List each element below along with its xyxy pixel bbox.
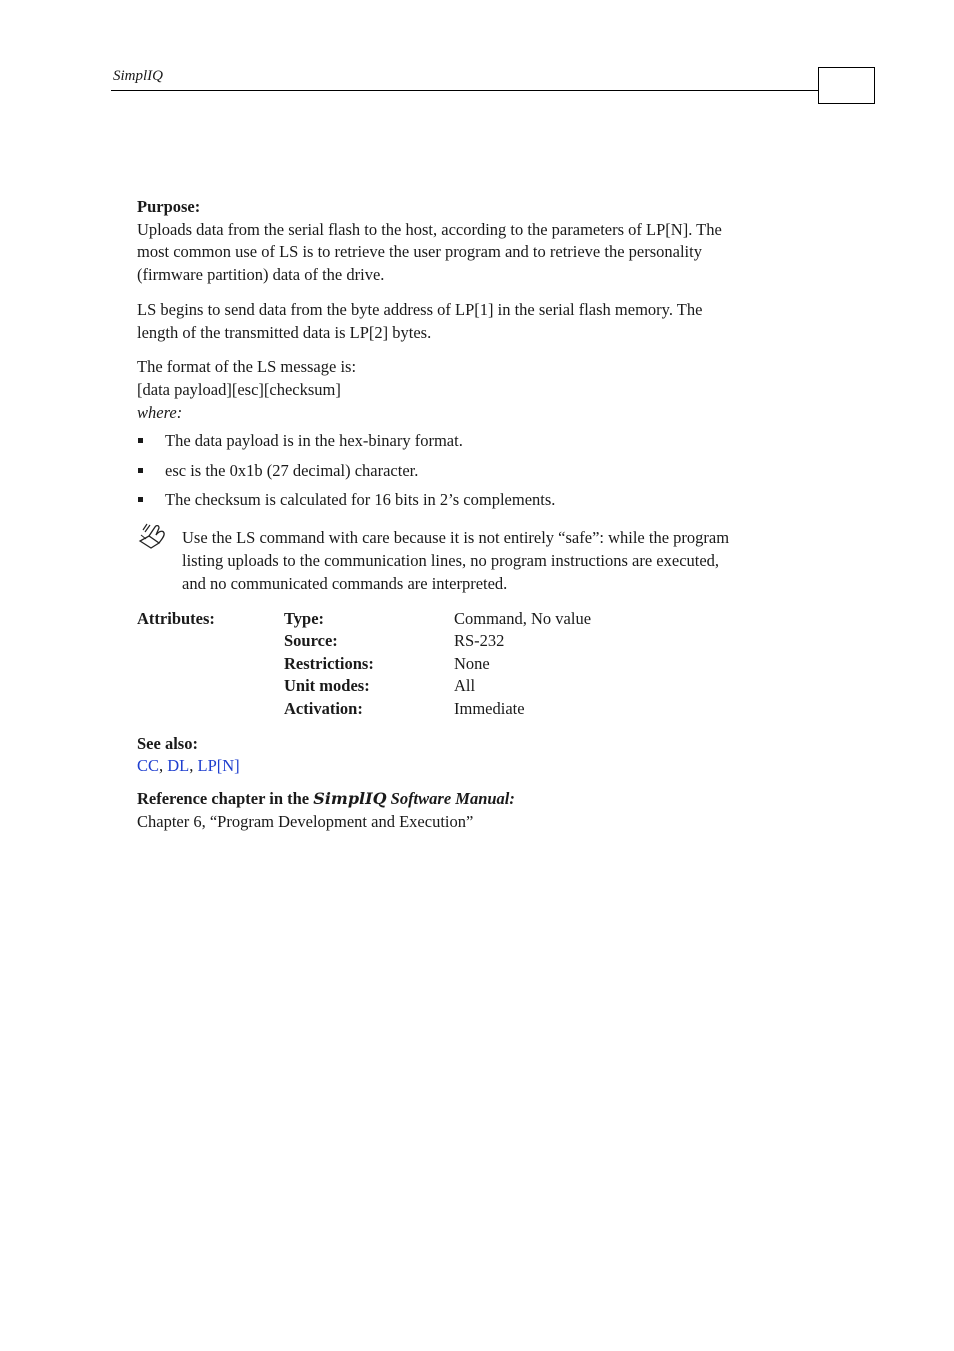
attribute-value: Immediate [454, 698, 525, 718]
format-syntax: [data payload][esc][checksum] [137, 379, 341, 399]
attribute-key: Activation: [284, 698, 363, 718]
header-title: SimplIQ [113, 68, 163, 84]
purpose-heading: Purpose: [137, 197, 201, 216]
note-hand-icon [137, 521, 169, 551]
page-number-box [818, 67, 875, 104]
reference-heading: Reference chapter in the SimplIQ Software Manual: [137, 788, 515, 808]
note-block [137, 527, 827, 595]
note-line-2: listing uploads to the communication lines, no program instructions are executed, [182, 551, 720, 571]
brand-name: SimplIQ [313, 788, 387, 808]
list-item: The data payload is in the hex-binary format. [137, 430, 827, 453]
paragraph-2-line-2: length of the transmitted data is LP[2] bytes. [137, 322, 432, 342]
document-body [137, 196, 827, 833]
purpose-line-3: (firmware partition) data of the drive. [137, 265, 385, 285]
bullet-square-icon [138, 438, 143, 443]
attribute-key: Source: [284, 631, 338, 651]
note-line-3: and no communicated commands are interpreted. [182, 573, 508, 593]
attribute-value: All [454, 676, 476, 696]
attribute-key: Unit modes: [284, 676, 370, 696]
bullet-square-icon [138, 497, 143, 502]
format-bullet-list [137, 430, 827, 511]
attribute-value: RS-232 [454, 631, 505, 651]
purpose-line-2: most common use of LS is to retrieve the user program and to retrieve the personality [137, 242, 702, 262]
attribute-value: Command, No value [454, 608, 592, 628]
link-cc[interactable]: CC [137, 756, 160, 776]
format-intro: The format of the LS message is: [137, 357, 357, 377]
see-also-heading: See also: [137, 733, 198, 753]
reference-text: Chapter 6, “Program Development and Execution” [137, 811, 474, 831]
link-dl[interactable]: DL [167, 756, 190, 776]
attribute-value: None [454, 653, 490, 673]
list-item: The checksum is calculated for 16 bits in 2’s complements. [137, 489, 827, 512]
see-also-links: CC, DL, LP[N] [137, 756, 240, 776]
format-where: where: [137, 402, 183, 422]
note-line-1: Use the LS command with care because it is not entirely “safe”: while the program [182, 528, 730, 548]
paragraph-2-line-1: LS begins to send data from the byte address of LP[1] in the serial flash memory. The [137, 299, 703, 319]
link-lp-n[interactable]: LP[N] [197, 756, 240, 776]
attribute-key: Type: [284, 608, 325, 628]
list-item: esc is the 0x1b (27 decimal) character. [137, 460, 827, 483]
header-rule [111, 90, 819, 91]
purpose-line-1: Uploads data from the serial flash to the host, according to the parameters of LP[N]. The [137, 219, 722, 239]
bullet-square-icon [138, 468, 143, 473]
attribute-key: Restrictions: [284, 653, 374, 673]
attributes-table [137, 608, 827, 721]
attributes-label: Attributes: [137, 608, 215, 628]
